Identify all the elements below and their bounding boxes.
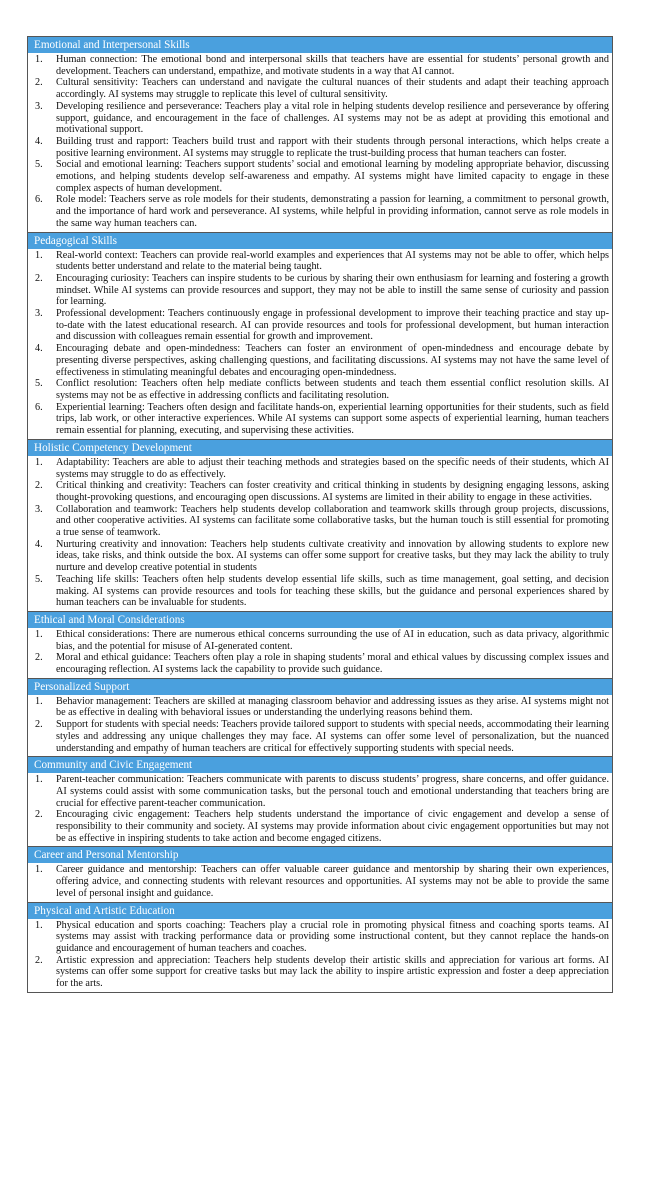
- item-number: 2.: [35, 77, 43, 89]
- item-number: 1.: [35, 919, 43, 931]
- item-text: Role model: Teachers serve as role models for their students, demonstrating a passion for learning, a commitment to personal growth, and the importance of hard work and perseverance. AI systems, while helpful in providing information, cannot serve as role models in the same way human teachers can.: [56, 194, 609, 229]
- list-item: [31, 402, 609, 437]
- item-text: Teaching life skills: Teachers often help students develop essential life skills, such as time management, goal setting, and decision making. AI systems can provide resources and tools for teaching these skills, but the guidance and personal experiences shared by human teachers can be invaluable for students.: [56, 573, 609, 609]
- section-body: [28, 628, 612, 678]
- section: [28, 612, 612, 679]
- item-number: 1.: [35, 774, 43, 786]
- item-number: 1.: [35, 695, 43, 707]
- item-number: 4.: [35, 538, 43, 550]
- list-item: [31, 194, 609, 229]
- item-text: Social and emotional learning: Teachers support students’ social and emotional learning by modeling appropriate behavior, discussing emotions, and helping students develop self-awareness and empathy. AI systems might have limited capacity to engage in these complex aspects of human development.: [56, 159, 609, 194]
- section-heading: Holistic Competency Development: [28, 440, 612, 456]
- item-number: 2.: [35, 272, 43, 284]
- item-number: 1.: [35, 456, 43, 468]
- section-heading: Personalized Support: [28, 679, 612, 695]
- item-number: 2.: [35, 480, 43, 492]
- item-text: Behavior management: Teachers are skilled at managing classroom behavior and addressing issues as they arise. AI systems might not be as effective in dealing with behavioral issues or understanding the underlying reasons behind them.: [56, 695, 609, 719]
- item-number: 1.: [35, 628, 43, 640]
- item-text: Encouraging debate and open-mindedness: Teachers can foster an environment of open-mindedness and encourage debate by presenting diverse perspectives, asking challenging questions, and facilitating discussions. AI systems may not have the same level of effectiveness in stimulating meaningful debates and encouraging open-mindedness.: [56, 343, 609, 378]
- item-number: 3.: [35, 100, 43, 112]
- item-number: 4.: [35, 343, 43, 355]
- list-item: [31, 308, 609, 343]
- list-item: [31, 809, 609, 844]
- document-table: [27, 36, 613, 993]
- list-item: [31, 920, 609, 955]
- item-text: Human connection: The emotional bond and interpersonal skills that teachers have are essential for students’ personal growth and development. Teachers can understand, empathize, and motivate students in a way that AI cannot.: [56, 54, 609, 77]
- item-number: 1.: [35, 864, 43, 876]
- list-item: [31, 343, 609, 378]
- section-body: [28, 695, 612, 757]
- item-text: Encouraging curiosity: Teachers can inspire students to be curious by sharing their own enthusiasm for learning and fostering a growth mindset. While AI systems can provide resources and support, they may not be able to instill the same sense of curiosity and passion for learning.: [56, 272, 609, 308]
- list-item: [31, 574, 609, 609]
- list-item: [31, 136, 609, 159]
- item-number: 1.: [35, 54, 43, 65]
- section-heading: Pedagogical Skills: [28, 233, 612, 249]
- item-text: Real-world context: Teachers can provide real-world examples and experiences that AI systems may not be able to offer, which helps students better understand and relate to the material being taught.: [56, 249, 609, 273]
- list-item: [31, 774, 609, 809]
- item-number: 5.: [35, 159, 43, 171]
- item-text: Physical education and sports coaching: Teachers play a crucial role in promoting physical fitness and coaching sports teams. AI systems may assist with tracking performance data or providing some instructional content, but they cannot replace the hands-on guidance and encouragement of human teachers and coaches.: [56, 919, 609, 954]
- section: [28, 233, 612, 440]
- section-body: [28, 456, 612, 611]
- list-item: [31, 539, 609, 574]
- item-number: 2.: [35, 954, 43, 966]
- list-item: [31, 457, 609, 480]
- list-item: [31, 54, 609, 77]
- section-heading: Career and Personal Mentorship: [28, 847, 612, 863]
- section-heading: Physical and Artistic Education: [28, 903, 612, 919]
- item-text: Critical thinking and creativity: Teachers can foster creativity and critical thinking in students by designing engaging lessons, asking thought-provoking questions, and encouraging open discussions. AI systems are limited in their ability to engage in these activities.: [56, 480, 609, 503]
- item-number: 5.: [35, 573, 43, 585]
- item-text: Parent-teacher communication: Teachers communicate with parents to discuss students’ progress, share concerns, and offer guidance. AI systems could assist with some communication tasks, but the personal touch and emotional understanding that teachers bring are crucial for effective parent-teacher communication.: [56, 774, 609, 809]
- section: [28, 37, 612, 233]
- section-body: [28, 919, 612, 992]
- item-text: Ethical considerations: There are numerous ethical concerns surrounding the use of AI in education, such as data privacy, algorithmic bias, and the potential for misuse of AI-generated content.: [56, 628, 609, 652]
- list-item: [31, 864, 609, 899]
- item-number: 6.: [35, 194, 43, 206]
- list-item: [31, 480, 609, 503]
- item-number: 1.: [35, 249, 43, 261]
- list-item: [31, 159, 609, 194]
- item-text: Professional development: Teachers continuously engage in professional development to improve their teaching practice and stay up-to-date with the latest educational research. AI can provide resources and tools for professional development, but human interaction and discussion with colleagues remain essential for growth and improvement.: [56, 308, 609, 343]
- list-item: [31, 101, 609, 136]
- section: [28, 679, 612, 758]
- item-text: Developing resilience and perseverance: Teachers play a vital role in helping students develop resilience and perseverance by offering support, guidance, and encouragement in the face of challenges. AI systems may not be as adept at providing this emotional and motivational support.: [56, 100, 609, 136]
- list-item: [31, 955, 609, 990]
- section-heading: Ethical and Moral Considerations: [28, 612, 612, 628]
- list-item: [31, 273, 609, 308]
- item-number: 4.: [35, 135, 43, 147]
- section: [28, 757, 612, 847]
- list-item: [31, 504, 609, 539]
- list-item: [31, 250, 609, 273]
- item-text: Conflict resolution: Teachers often help mediate conflicts between students and teach them essential conflict resolution skills. AI systems may not be as effective in addressing conflicts and facilitating resolution.: [56, 378, 609, 401]
- item-number: 3.: [35, 308, 43, 320]
- item-number: 5.: [35, 378, 43, 390]
- section: [28, 903, 612, 993]
- section-body: [28, 773, 612, 846]
- item-text: Adaptability: Teachers are able to adjust their teaching methods and strategies based on the specific needs of their students, which AI systems may struggle to do as effectively.: [56, 456, 609, 480]
- list-item: [31, 378, 609, 401]
- item-text: Encouraging civic engagement: Teachers help students understand the importance of civic engagement and develop a sense of responsibility to their community and society. AI systems may provide information about civic engagement opportunities but may not be as effective in inspiring students to take action and become engaged citizens.: [56, 809, 609, 844]
- item-number: 2.: [35, 809, 43, 821]
- item-text: Nurturing creativity and innovation: Teachers help students cultivate creativity and innovation by allowing students to explore new ideas, take risks, and think outside the box. AI systems can offer some support for creative tasks, but they may lack the ability to truly nurture and develop creative potential in students: [56, 538, 609, 574]
- section: [28, 440, 612, 612]
- list-item: [31, 77, 609, 100]
- item-text: Career guidance and mentorship: Teachers can offer valuable career guidance and mentorship by sharing their own experiences, offering advice, and connecting students with relevant resources and opportunities. AI systems may not be able to provide the same level of personal insight and guidance.: [56, 864, 609, 899]
- item-text: Moral and ethical guidance: Teachers often play a role in shaping students’ moral and ethical values by discussing complex issues and encouraging reflection. AI systems lack the capability to provide such guidance.: [56, 652, 609, 676]
- item-number: 2.: [35, 719, 43, 731]
- item-text: Artistic expression and appreciation: Teachers help students develop their artistic skills and appreciation for various art forms. AI systems can offer some support for creative tasks but may lack the ability to inspire artistic expression and foster a deep appreciation for the arts.: [56, 954, 609, 990]
- item-number: 6.: [35, 401, 43, 413]
- section: [28, 847, 612, 902]
- item-number: 3.: [35, 503, 43, 515]
- list-item: [31, 629, 609, 652]
- item-number: 2.: [35, 652, 43, 664]
- section-body: [28, 249, 612, 439]
- section-body: [28, 863, 612, 901]
- item-text: Collaboration and teamwork: Teachers help students develop collaboration and teamwork skills through group projects, discussions, and other cooperative activities. AI systems can facilitate some collaborative tasks, but the human touch is still essential for promoting a true sense of teamwork.: [56, 503, 609, 539]
- item-text: Building trust and rapport: Teachers build trust and rapport with their students through personal interactions, which helps create a positive learning environment. AI systems may struggle to replicate the trust-building process that human teachers can foster.: [56, 135, 609, 159]
- section-heading: Community and Civic Engagement: [28, 757, 612, 773]
- list-item: [31, 696, 609, 719]
- item-text: Cultural sensitivity: Teachers can understand and navigate the cultural nuances of their students and adapt their teaching approach accordingly. AI systems may struggle to replicate this level of cultural sensitivity.: [56, 77, 609, 101]
- item-text: Experiential learning: Teachers often design and facilitate hands-on, experiential learning opportunities for their students, such as field trips, lab work, or other interactive experiences. While AI systems can support some aspects of experiential learning, human teachers remain essential for planning, executing, and supervising these activities.: [56, 401, 609, 437]
- list-item: [31, 719, 609, 754]
- item-text: Support for students with special needs: Teachers provide tailored support to students with special needs, accommodating their learning styles and addressing any unique challenges they may face. AI systems can offer some level of personalization, but the nuanced understanding and empathy of human teachers are critical for effectively supporting students with special needs.: [56, 719, 609, 754]
- list-item: [31, 652, 609, 675]
- section-heading: Emotional and Interpersonal Skills: [28, 37, 612, 53]
- section-body: [28, 53, 612, 232]
